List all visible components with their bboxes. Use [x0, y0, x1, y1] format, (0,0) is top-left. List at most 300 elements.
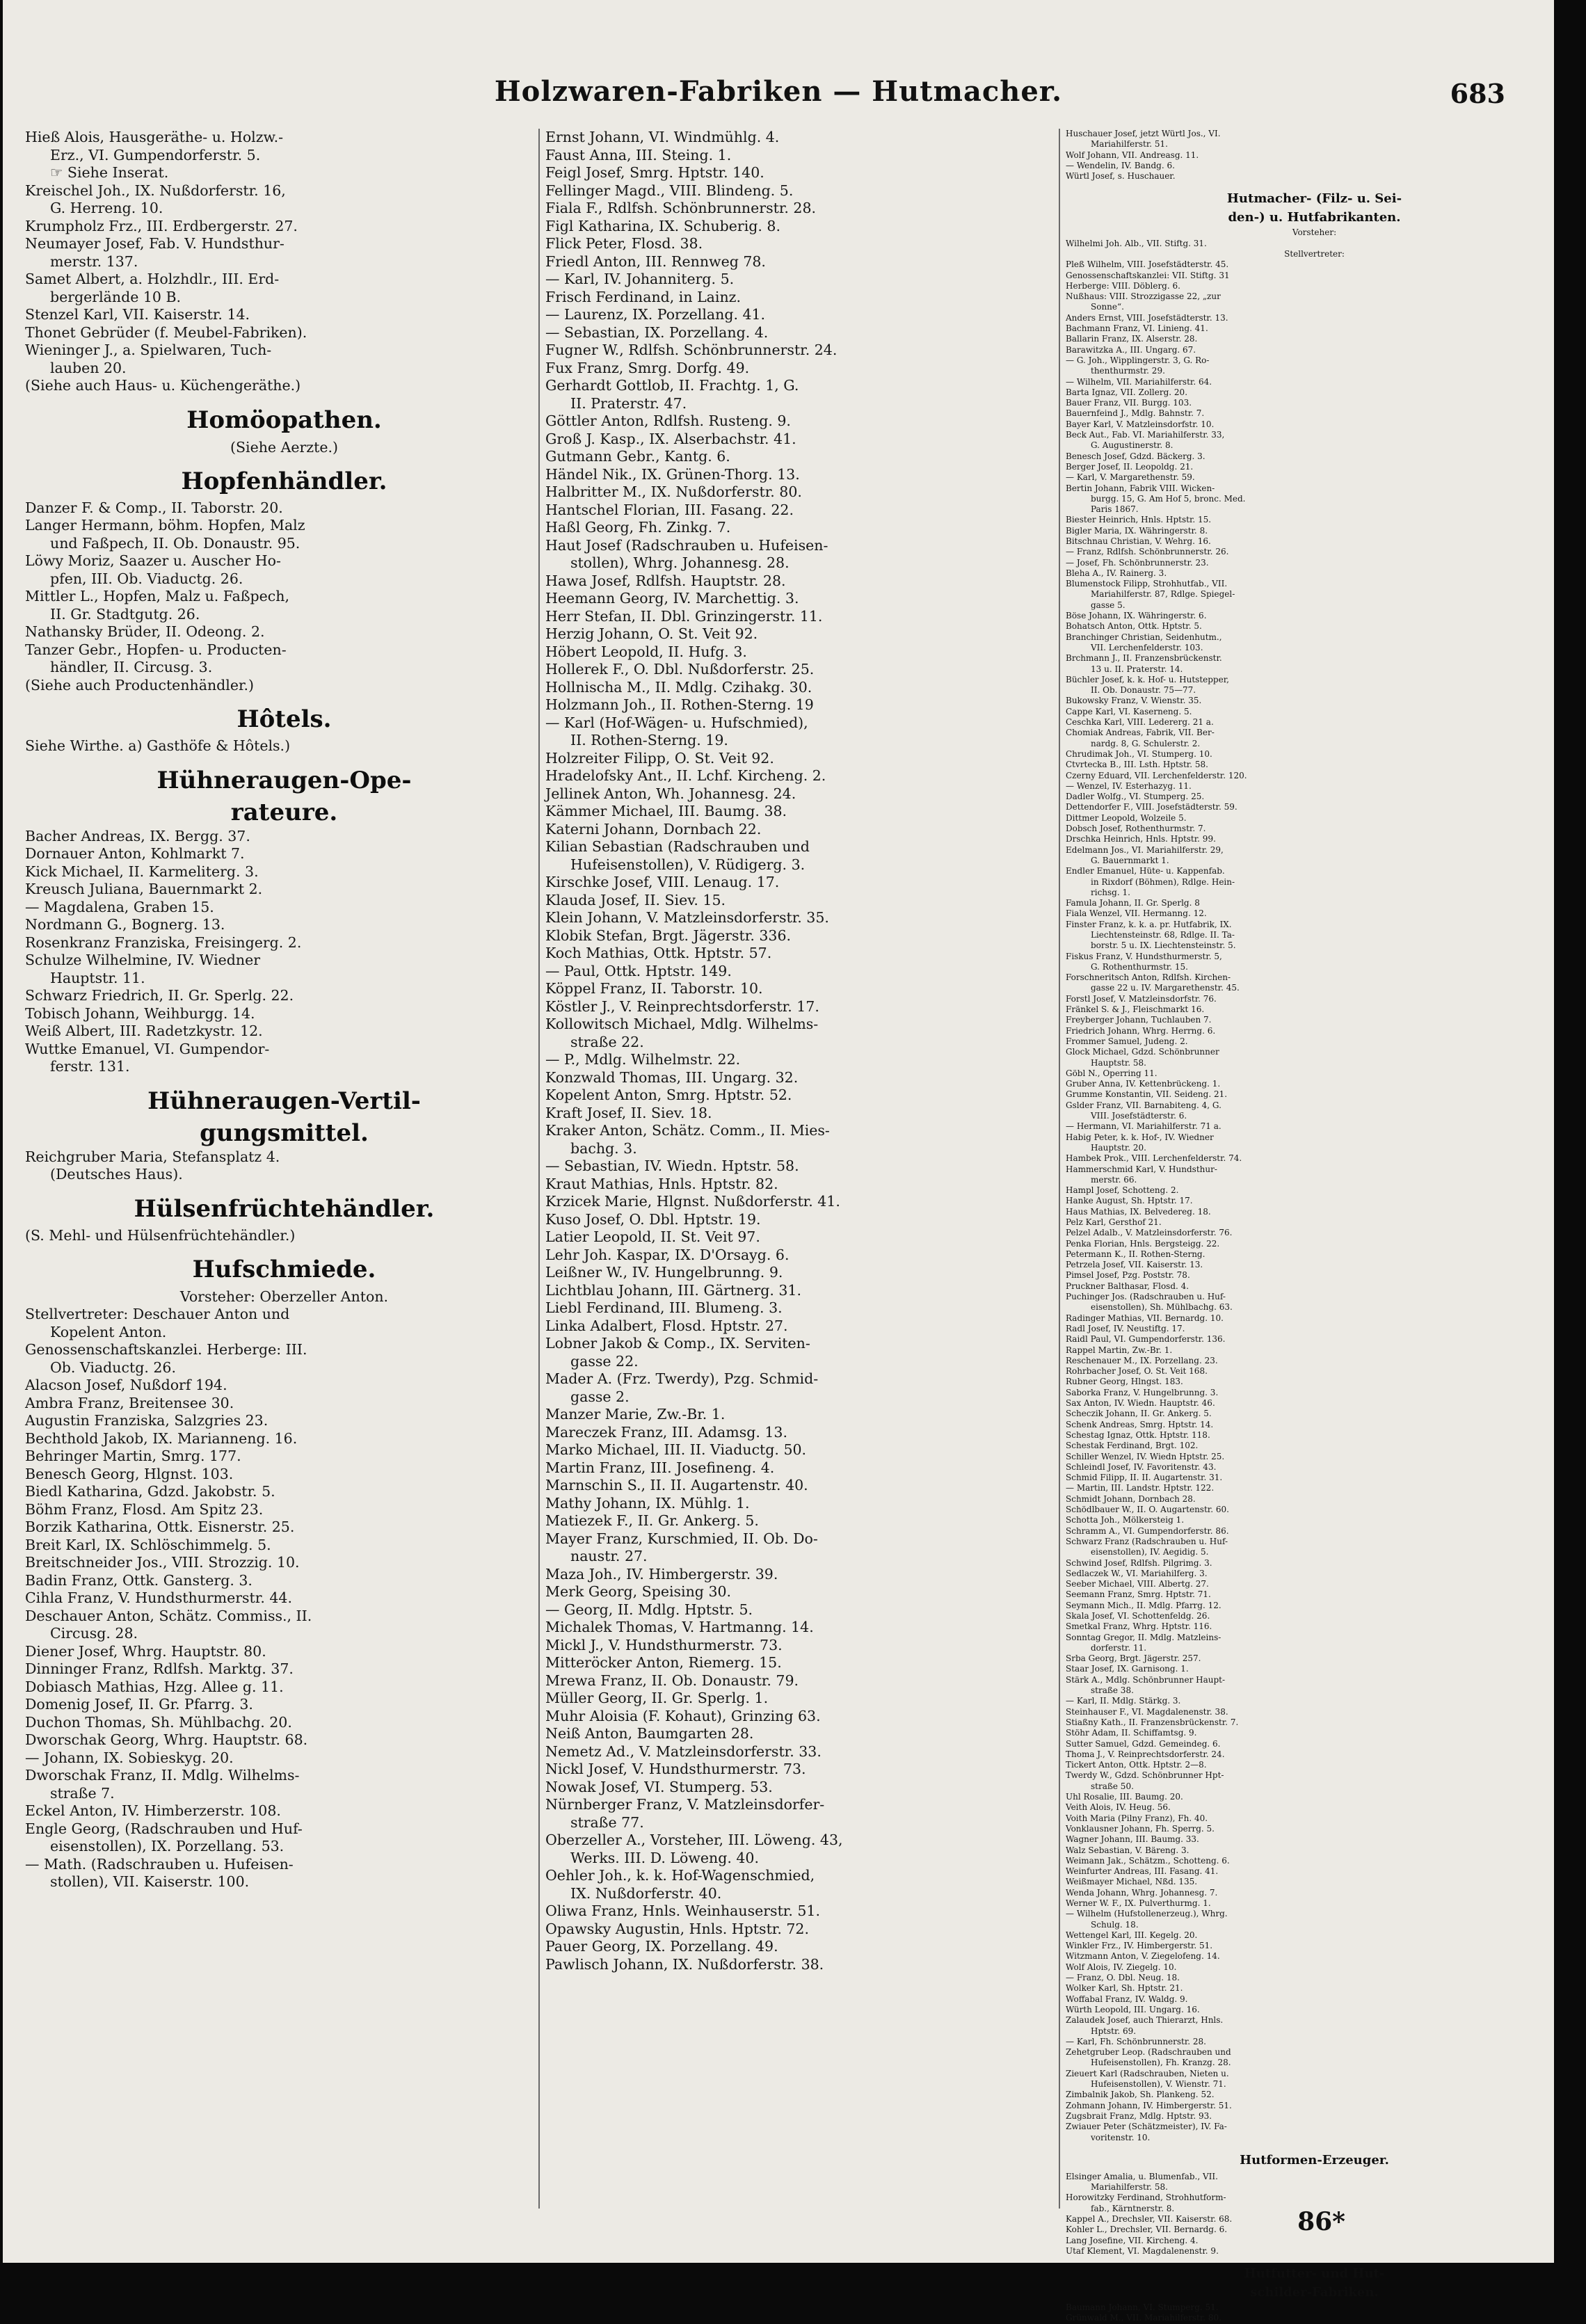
section-heading: schilder-Fabriken. — [1250, 2285, 1379, 2300]
directory-entry: Badin Franz, Ottk. Gansterg. 3. — [25, 1571, 253, 1589]
entry-continuation: lauben 20. — [50, 359, 127, 376]
directory-entry: Oehler Joh., k. k. Hof-Wagenschmied, — [545, 1867, 815, 1884]
directory-entry: Radinger Mathias, VII. Bernardg. 10. — [1066, 1313, 1224, 1323]
column-2 — [545, 129, 1064, 1973]
section-heading: Hülsenfrüchtehändler. — [134, 1194, 435, 1223]
directory-entry: Gruber Anna, IV. Kettenbrückeng. 1. — [1066, 1079, 1221, 1089]
section-heading: Hutformen-Erzeuger. — [1240, 2152, 1389, 2167]
directory-entry: Dworschak Franz, II. Mdlg. Wilhelms- — [25, 1767, 300, 1784]
entry-continuation: Mariahilferstr. 51. — [1091, 139, 1168, 150]
directory-entry: Kraut Mathias, Hnls. Hptstr. 82. — [545, 1175, 778, 1192]
directory-entry: — G. Joh., Wipplingerstr. 3, G. Ro- — [1066, 355, 1210, 365]
directory-entry: Fux Franz, Smrg. Dorfg. 49. — [545, 359, 750, 376]
directory-entry: Penka Florian, Hnls. Bergsteigg. 22. — [1066, 1238, 1220, 1249]
directory-entry: Ambra Franz, Breitensee 30. — [25, 1394, 234, 1411]
directory-entry: Schulze Wilhelmine, IV. Wiedner — [25, 952, 261, 968]
directory-entry: Stiaßny Kath., II. Franzensbrückenstr. 7. — [1066, 1717, 1239, 1727]
directory-entry: Samet Albert, a. Holzhdlr., III. Erd- — [25, 271, 280, 287]
directory-entry: Uhl Rosalie, III. Baumg. 20. — [1066, 1792, 1183, 1802]
directory-entry: — Karl, Fh. Schönbrunnerstr. 28. — [1066, 2036, 1206, 2046]
directory-entry: Linka Adalbert, Flosd. Hptstr. 27. — [545, 1317, 788, 1334]
directory-entry: Huschauer Josef, jetzt Würtl Jos., VI. — [1066, 129, 1221, 138]
directory-entry: Wolker Karl, Sh. Hptstr. 21. — [1066, 1983, 1183, 1994]
directory-entry: Göbl N., Operring 11. — [1066, 1068, 1158, 1078]
directory-entry: Göttler Anton, Rdlfsh. Rusteng. 9. — [545, 412, 791, 429]
directory-entry: Kreusch Juliana, Bauernmarkt 2. — [25, 881, 263, 897]
entry-continuation: G. Bauernmarkt 1. — [1091, 855, 1169, 865]
directory-entry: Bachmann Franz, VI. Linieng. 41. — [1066, 323, 1208, 334]
directory-entry: Zugsbrait Franz, Mdlg. Hptstr. 93. — [1066, 2110, 1212, 2121]
directory-entry: Kohler L., Drechsler, VII. Bernardg. 6. — [1066, 2225, 1228, 2235]
directory-entry: — Hermann, VI. Mariahilferstr. 71 a. — [1066, 1121, 1221, 1132]
directory-entry: Kollowitsch Michael, Mdlg. Wilhelms- — [545, 1016, 819, 1032]
directory-entry: Wieninger J., a. Spielwaren, Tuch- — [25, 342, 272, 358]
entry-continuation: bachg. 3. — [570, 1139, 637, 1157]
directory-entry: Kraker Anton, Schätz. Comm., II. Mies- — [545, 1122, 830, 1139]
entry-continuation: Hufeisenstollen), Fh. Kranzg. 28. — [1091, 2058, 1231, 2068]
directory-entry: Alacson Josef, Nußdorf 194. — [25, 1377, 227, 1393]
directory-entry: Hollnischa M., II. Mdlg. Czihakg. 30. — [545, 678, 812, 696]
directory-entry: Fränkel S. & J., Fleischmarkt 16. — [1066, 1004, 1205, 1015]
entry-continuation: Hptstr. 69. — [1091, 2026, 1137, 2036]
section-heading: Hopfenhändler. — [181, 467, 387, 495]
directory-entry: Czerny Eduard, VII. Lerchenfelderstr. 120. — [1066, 770, 1247, 780]
directory-entry: Muhr Aloisia (F. Kohaut), Grinzing 63. — [545, 1707, 821, 1724]
entry-continuation: gasse 5. — [1091, 600, 1126, 610]
directory-entry: Zalaudek Josef, auch Thierarzt, Hnls. — [1066, 2015, 1224, 2026]
directory-entry: Händel Nik., IX. Grünen-Thorg. 13. — [545, 465, 800, 483]
directory-entry: — Karl, V. Margarethenstr. 59. — [1066, 472, 1195, 483]
directory-entry: Schiller Wenzel, IV. Wiedn Hptstr. 25. — [1066, 1451, 1225, 1461]
running-title: Holzwaren-Fabriken — Hutmacher. — [494, 75, 1063, 108]
directory-entry: Duchon Thomas, Sh. Mühlbachg. 20. — [25, 1713, 292, 1731]
directory-entry: Wettengel Karl, III. Kegelg. 20. — [1066, 1930, 1198, 1940]
directory-entry: — Martin, III. Landstr. Hptstr. 122. — [1066, 1483, 1215, 1493]
signature-mark: 86* — [1297, 2207, 1345, 2236]
directory-entry: Hambek Prok., VIII. Lerchenfelderstr. 74. — [1066, 1153, 1242, 1164]
directory-entry: Forstl Josef, V. Matzleinsdorfstr. 76. — [1066, 993, 1217, 1004]
directory-entry: Branchinger Christian, Seidenhutm., — [1066, 632, 1222, 642]
directory-entry: Dittmer Leopold, Wolzeile 5. — [1066, 812, 1187, 823]
directory-entry: Mickl J., V. Hundsthurmerstr. 73. — [545, 1636, 783, 1653]
directory-entry: Ernst Johann, VI. Windmühlg. 4. — [545, 129, 780, 145]
directory-entry: Dobsch Josef, Rothenthurmstr. 7. — [1066, 824, 1206, 834]
directory-entry: Weiß Albert, III. Radetzkystr. 12. — [25, 1023, 263, 1039]
directory-entry: Vonklausner Johann, Fh. Sperrg. 5. — [1066, 1823, 1215, 1834]
directory-entry: Böhm Franz, Flosd. Am Spitz 23. — [25, 1500, 264, 1518]
directory-entry: Berger Josef, II. Leopoldg. 21. — [1066, 461, 1194, 472]
directory-entry: Kopelent Anton, Smrg. Hptstr. 52. — [545, 1087, 792, 1103]
entry-continuation: Schulg. 18. — [1091, 1919, 1139, 1930]
directory-entry: Zimbalnik Jakob, Sh. Plankeng. 52. — [1066, 2090, 1215, 2100]
directory-entry: Engle Georg, (Radschrauben und Huf- — [25, 1820, 303, 1837]
directory-entry: Kämmer Michael, III. Baumg. 38. — [545, 803, 787, 819]
directory-entry: — Sebastian, IX. Porzellang. 4. — [545, 323, 769, 341]
directory-entry: Lehr Joh. Kaspar, IX. D'Orsayg. 6. — [545, 1246, 790, 1263]
directory-entry: Stenzel Karl, VII. Kaiserstr. 14. — [25, 306, 250, 323]
directory-entry: Bitschnau Christian, V. Wehrg. 16. — [1066, 536, 1211, 546]
column-1 — [25, 129, 543, 1891]
directory-entry: Anders Ernst, VIII. Josefstädterstr. 13. — [1066, 312, 1228, 323]
directory-entry: Sedlaczek W., VI. Mariahilferg. 3. — [1066, 1568, 1208, 1578]
directory-entry: Sonntag Gregor, II. Mdlg. Matzleins- — [1066, 1632, 1221, 1642]
directory-entry: Herr Stefan, II. Dbl. Grinzingerstr. 11. — [545, 607, 823, 625]
directory-entry: Sax Anton, IV. Wiedn. Hauptstr. 46. — [1066, 1398, 1215, 1409]
entry-continuation: Ob. Viaductg. 26. — [50, 1359, 176, 1376]
directory-entry: Glock Michael, Gdzd. Schönbrunner — [1066, 1047, 1219, 1057]
directory-entry: Kuso Josef, O. Dbl. Hptstr. 19. — [545, 1210, 761, 1228]
directory-entry: Cihla Franz, V. Hundsthurmerstr. 44. — [25, 1589, 292, 1606]
directory-entry: Biester Heinrich, Hnls. Hptstr. 15. — [1066, 515, 1212, 525]
directory-entry: Petrzela Josef, VII. Kaiserstr. 13. — [1066, 1260, 1203, 1270]
section-note: Vorsteher: Oberzeller Anton. — [179, 1288, 389, 1305]
directory-page — [3, 0, 1554, 2323]
entry-continuation: eisenstollen), IV. Aegidig. 5. — [1091, 1547, 1209, 1557]
entry-continuation: 13 u. II. Praterstr. 14. — [1091, 664, 1183, 674]
directory-entry: Michalek Thomas, V. Hartmanng. 14. — [545, 1619, 814, 1635]
directory-entry: Neumayer Josef, Fab. V. Hundsthur- — [25, 235, 285, 252]
directory-entry: Dettendorfer F., VIII. Josefstädterstr. 59. — [1066, 802, 1237, 812]
section-heading: Hufschmiede. — [192, 1256, 376, 1283]
directory-entry: Matiezek F., II. Gr. Ankerg. 5. — [545, 1512, 759, 1529]
directory-entry: Blumenstock Filipp, Strohhutfab., VII. — [1066, 579, 1228, 589]
directory-entry: Müller Georg, II. Gr. Sperlg. 1. — [545, 1690, 769, 1706]
directory-entry: Flick Peter, Flosd. 38. — [545, 235, 703, 252]
directory-entry: — Paul, Ottk. Hptstr. 149. — [545, 962, 732, 979]
entry-continuation: gasse 22 u. IV. Margarethenstr. 45. — [1091, 983, 1240, 993]
directory-entry: Wuttke Emanuel, VI. Gumpendor- — [25, 1040, 270, 1057]
directory-entry: Schleindl Josef, IV. Favoritenstr. 43. — [1066, 1461, 1217, 1472]
directory-entry: — Franz, Rdlfsh. Schönbrunnerstr. 26. — [1066, 547, 1229, 557]
entry-continuation: straße 7. — [50, 1784, 115, 1802]
directory-entry: — Karl, IV. Johanniterg. 5. — [545, 271, 735, 287]
section-heading: den-) u. Hutfabrikanten. — [1228, 210, 1401, 225]
directory-entry: Horowitzky Ferdinand, Strohhutform- — [1066, 2193, 1226, 2203]
directory-entry: Thonet Gebrüder (f. Meubel-Fabriken). — [25, 323, 307, 341]
directory-entry: Srba Georg, Brgt. Jägerstr. 257. — [1066, 1653, 1201, 1664]
directory-entry: Famula Johann, II. Gr. Sperlg. 8 — [1066, 898, 1200, 908]
directory-entry: Baumann Johann, VI. Stumperg. 51. — [1066, 2302, 1219, 2313]
directory-entry: Neiß Anton, Baumgarten 28. — [545, 1725, 754, 1742]
directory-entry: — Math. (Radschrauben u. Hufeisen- — [25, 1855, 294, 1873]
directory-entry: Pelz Karl, Gersthof 21. — [1066, 1217, 1162, 1227]
directory-entry: Chomiak Andreas, Fabrik, VII. Ber- — [1066, 728, 1215, 738]
scan-edge — [1555, 0, 1586, 2263]
directory-entry: Weißmayer Michael, Nßd. 135. — [1066, 1877, 1198, 1887]
directory-entry: Hanke August, Sh. Hptstr. 17. — [1066, 1196, 1193, 1206]
section-note: (Siehe Aerzte.) — [230, 438, 338, 456]
directory-entry: Rohrbacher Josef, O. St. Veit 168. — [1066, 1366, 1208, 1377]
directory-entry: Haut Josef (Radschrauben u. Hufeisen- — [545, 536, 828, 554]
directory-entry: Köstler J., V. Reinprechtsdorferstr. 17. — [545, 997, 819, 1015]
section-heading: Hühneraugen-Vertil- — [147, 1087, 421, 1115]
directory-entry: Nordmann G., Bognerg. 13. — [25, 916, 225, 933]
directory-entry: (Siehe auch Haus- u. Küchengeräthe.) — [25, 377, 301, 394]
directory-entry: Pelzel Adalb., V. Matzleinsdorferstr. 76. — [1066, 1228, 1233, 1238]
directory-entry: Breit Karl, IX. Schlöschimmelg. 5. — [25, 1536, 271, 1553]
directory-entry: — Josef, Fh. Schönbrunnerstr. 23. — [1066, 557, 1209, 568]
directory-entry: Bleha A., IV. Rainerg. 3. — [1066, 568, 1167, 578]
directory-entry: Veith Alois, IV. Heug. 56. — [1066, 1802, 1171, 1813]
directory-entry: Haus Mathias, IX. Belvedereg. 18. — [1066, 1206, 1211, 1217]
entry-continuation: II. Praterstr. 47. — [570, 394, 687, 412]
directory-entry: — Karl (Hof-Wägen- u. Hufschmied), — [545, 714, 808, 731]
entry-continuation: stollen), Whrg. Johannesg. 28. — [570, 554, 790, 571]
page-header — [3, 75, 1554, 124]
directory-entry: Dworschak Georg, Whrg. Hauptstr. 68. — [25, 1731, 308, 1748]
directory-entry: Pleß Wilhelm, VIII. Josefstädterstr. 45. — [1066, 259, 1229, 270]
directory-entry: Herberge: VIII. Döblerg. 6. — [1066, 280, 1180, 291]
column-3-upper — [1066, 129, 1563, 1217]
directory-entry: Dobiasch Mathias, Hzg. Allee g. 11. — [25, 1678, 284, 1695]
directory-entry: Nathansky Brüder, II. Odeong. 2. — [25, 623, 265, 640]
directory-entry: Wagner Johann, III. Baumg. 33. — [1066, 1834, 1199, 1845]
directory-entry: Nürnberger Franz, V. Matzleinsdorfer- — [545, 1796, 825, 1813]
directory-entry: Büchler Josef, k. k. Hof- u. Hutstepper, — [1066, 674, 1229, 684]
directory-entry: Barawitzka A., III. Ungarg. 67. — [1066, 344, 1196, 355]
entry-continuation: II. Rothen-Sterng. 19. — [570, 732, 728, 748]
directory-entry: Schwarz Friedrich, II. Gr. Sperlg. 22. — [25, 987, 294, 1004]
section-heading: Hutfutter- und Hut- — [1244, 2266, 1385, 2282]
entry-continuation: stollen), VII. Kaiserstr. 100. — [50, 1873, 250, 1890]
directory-entry: Koch Mathias, Ottk. Hptstr. 57. — [545, 945, 772, 961]
directory-entry: Holzreiter Filipp, O. St. Veit 92. — [545, 749, 774, 767]
directory-entry: Oberzeller A., Vorsteher, III. Löweng. 43, — [545, 1832, 843, 1848]
entry-continuation: Werks. III. D. Löweng. 40. — [570, 1849, 759, 1866]
directory-entry: Marko Michael, III. II. Viaductg. 50. — [545, 1441, 807, 1458]
directory-entry: Saborka Franz, V. Hungelbrunng. 3. — [1066, 1387, 1219, 1397]
directory-entry: Böse Johann, IX. Währingerstr. 6. — [1066, 611, 1207, 621]
directory-entry: Bacher Andreas, IX. Bergg. 37. — [25, 827, 250, 844]
directory-entry: Tickert Anton, Ottk. Hptstr. 2—8. — [1066, 1760, 1207, 1770]
entry-continuation: Hufeisenstollen), V. Wienstr. 71. — [1091, 2079, 1226, 2090]
directory-entry: Opawsky Augustin, Hnls. Hptstr. 72. — [545, 1920, 809, 1937]
entry-continuation: eisenstollen), Sh. Mühlbachg. 63. — [1091, 1302, 1233, 1313]
directory-entry: Genossenschaftskanzlei. Herberge: III. — [25, 1341, 307, 1358]
directory-entry: Schestag Ignaz, Ottk. Hptstr. 118. — [1066, 1429, 1210, 1440]
entry-continuation: dorferstr. 11. — [1091, 1642, 1147, 1653]
entry-continuation: bergerlände 10 B. — [50, 288, 182, 305]
directory-entry: Behringer Martin, Smrg. 177. — [25, 1448, 241, 1464]
directory-entry: Weinfurter Andreas, III. Fasang. 41. — [1066, 1866, 1219, 1877]
directory-entry: Rosenkranz Franziska, Freisingerg. 2. — [25, 933, 302, 951]
directory-entry: Bigler Maria, IX. Währingerstr. 8. — [1066, 525, 1208, 536]
directory-entry: Puchinger Jos. (Radschrauben u. Huf- — [1066, 1292, 1226, 1302]
directory-entry: Grünwald M., VII. Mariahilferstr. 80. — [1066, 2313, 1222, 2323]
directory-entry: Sutter Samuel, Gdzd. Gemeindeg. 6. — [1066, 1738, 1221, 1749]
directory-entry: Lichtblau Johann, III. Gärtnerg. 31. — [545, 1281, 801, 1299]
directory-entry: Pawlisch Johann, IX. Nußdorferstr. 38. — [545, 1955, 824, 1973]
directory-entry: Forschneritsch Anton, Rdlfsh. Kirchen- — [1066, 972, 1231, 983]
directory-entry: Zehetgruber Leop. (Radschrauben und — [1066, 2047, 1231, 2058]
directory-entry: Habig Peter, k. k. Hof-, IV. Wiedner — [1066, 1132, 1214, 1142]
directory-entry: Grumme Konstantin, VII. Seideng. 21. — [1066, 1089, 1228, 1100]
directory-entry: Seymann Mich., II. Mdlg. Pfarrg. 12. — [1066, 1600, 1221, 1610]
directory-entry: Staar Josef, IX. Garnisong. 1. — [1066, 1664, 1189, 1674]
directory-entry: Friedrich Johann, Whrg. Herrng. 6. — [1066, 1025, 1216, 1036]
directory-entry: Benesch Georg, Hlgnst. 103. — [25, 1465, 234, 1482]
section-heading: Homöopathen. — [186, 406, 382, 434]
directory-entry: Bohatsch Anton, Ottk. Hptstr. 5. — [1066, 621, 1202, 632]
entry-continuation: nardg. 8, G. Schulerstr. 2. — [1091, 738, 1201, 748]
entry-continuation: Mariahilferstr. 87, Rdlge. Spiegel- — [1091, 589, 1235, 600]
entry-continuation: und Faßpech, II. Ob. Donaustr. 95. — [50, 534, 301, 552]
entry-continuation: Circusg. 28. — [50, 1625, 138, 1642]
directory-entry: Löwy Moriz, Saazer u. Auscher Ho- — [25, 552, 281, 569]
directory-entry: Haßl Georg, Fh. Zinkg. 7. — [545, 519, 731, 536]
directory-entry: Klauda Josef, II. Siev. 15. — [545, 891, 726, 908]
directory-entry: Hampl Josef, Schotteng. 2. — [1066, 1185, 1179, 1196]
entry-continuation: merstr. 137. — [50, 253, 138, 270]
directory-entry: — Georg, II. Mdlg. Hptstr. 5. — [545, 1601, 753, 1618]
directory-entry: Genossenschaftskanzlei: VII. Stiftg. 31 — [1066, 270, 1230, 280]
directory-entry: Elsinger Amalia, u. Blumenfab., VII. — [1066, 2171, 1218, 2181]
directory-entry: Werner W. F., IX. Pulverthurmg. 1. — [1066, 1898, 1211, 1908]
directory-entry: Zwiauer Peter (Schätzmeister), IV. Fa- — [1066, 2122, 1227, 2132]
directory-entry: Mayer Franz, Kurschmied, II. Ob. Do- — [545, 1530, 818, 1547]
directory-entry: Bauer Franz, VII. Burgg. 103. — [1066, 398, 1192, 408]
directory-entry: Nickl Josef, V. Hundsthurmerstr. 73. — [545, 1761, 806, 1777]
directory-entry: Twerdy W., Gdzd. Schönbrunner Hpt- — [1066, 1770, 1224, 1781]
section-heading: Hôtels. — [237, 705, 332, 733]
directory-entry: Schwarz Franz (Radschrauben u. Huf- — [1066, 1536, 1228, 1546]
directory-entry: Tanzer Gebr., Hopfen- u. Producten- — [25, 641, 287, 658]
entry-continuation: Hauptstr. 58. — [1091, 1057, 1146, 1068]
directory-entry: Edelmann Jos., VI. Mariahilferstr. 29, — [1066, 844, 1224, 855]
entry-continuation: voritenstr. 10. — [1091, 2132, 1151, 2142]
directory-entry: — Johann, IX. Sobieskyg. 20. — [25, 1749, 234, 1766]
entry-continuation: thenthurmstr. 29. — [1091, 366, 1165, 376]
directory-entry: Halbritter M., IX. Nußdorferstr. 80. — [545, 483, 802, 500]
directory-entry: Pimsel Josef, Pzg. Poststr. 78. — [1066, 1270, 1190, 1281]
entry-continuation: G. Rothenthurmstr. 15. — [1091, 961, 1188, 972]
directory-entry: Figl Katharina, IX. Schuberig. 8. — [545, 217, 780, 234]
directory-entry: Schmid Filipp, II. II. Augartenstr. 31. — [1066, 1473, 1223, 1483]
directory-entry: Maza Joh., IV. Himbergerstr. 39. — [545, 1565, 778, 1582]
directory-entry: Smetkal Franz, Whrg. Hptstr. 116. — [1066, 1621, 1212, 1632]
directory-entry: Wolf Alois, IV. Ziegelg. 10. — [1066, 1962, 1177, 1972]
entry-continuation: Liechtensteinstr. 68, Rdlge. II. Ta- — [1091, 929, 1235, 940]
directory-entry: Friedl Anton, III. Rennweg 78. — [545, 253, 766, 270]
directory-entry: Lang Josefine, VII. Kircheng. 4. — [1066, 2235, 1199, 2245]
directory-entry: Ballarin Franz, IX. Alserstr. 28. — [1066, 334, 1198, 344]
column-3 — [1066, 129, 1563, 2324]
directory-entry: Gslder Franz, VII. Barnabiteng. 4, G. — [1066, 1100, 1221, 1110]
section-note: Vorsteher: — [1292, 227, 1337, 238]
directory-entry: Petermann K., II. Rothen-Sterng. — [1066, 1249, 1205, 1259]
directory-entry: Herzig Johann, O. St. Veit 92. — [545, 625, 758, 642]
directory-entry: Liebl Ferdinand, III. Blumeng. 3. — [545, 1299, 783, 1316]
directory-entry: Mitteröcker Anton, Riemerg. 15. — [545, 1654, 782, 1671]
directory-entry: Gutmann Gebr., Kantg. 6. — [545, 448, 730, 465]
directory-entry: — Wilhelm, VII. Mariahilferstr. 64. — [1066, 376, 1212, 387]
directory-entry: Kreischel Joh., IX. Nußdorferstr. 16, — [25, 182, 286, 199]
directory-entry: — Wilhelm (Hufstollenerzeug.), Whrg. — [1066, 1909, 1228, 1919]
directory-entry: Schenk Andreas, Smrg. Hptstr. 14. — [1066, 1419, 1214, 1429]
entry-continuation: (Deutsches Haus). — [50, 1166, 183, 1183]
directory-entry: Raidl Paul, VI. Gumpendorferstr. 136. — [1066, 1334, 1226, 1345]
directory-entry: Ctvrtecka B., III. Lsth. Hptstr. 58. — [1066, 760, 1208, 770]
page-number: 683 — [1450, 78, 1505, 109]
directory-entry: Schödlbauer W., II. O. Augartenstr. 60. — [1066, 1505, 1229, 1515]
directory-entry: Katerni Johann, Dornbach 22. — [545, 820, 762, 838]
section-heading: Hühneraugen-Ope- — [157, 766, 412, 794]
directory-entry: Krumpholz Frz., III. Erdbergerstr. 27. — [25, 217, 298, 234]
entry-continuation: Mariahilferstr. 58. — [1091, 2182, 1168, 2193]
directory-entry: Dadler Wolfg., VI. Stumperg. 25. — [1066, 792, 1205, 802]
directory-entry: Mrewa Franz, II. Ob. Donaustr. 79. — [545, 1672, 799, 1689]
directory-entry: Siehe Wirthe. a) Gasthöfe & Hôtels.) — [25, 737, 291, 754]
directory-entry: (Siehe auch Productenhändler.) — [25, 676, 255, 694]
entry-continuation: Hufeisenstollen), V. Rüdigerg. 3. — [570, 856, 806, 873]
directory-entry: Kilian Sebastian (Radschrauben und — [545, 838, 810, 855]
entry-continuation: Erz., VI. Gumpendorferstr. 5. — [50, 146, 261, 163]
entry-continuation: borstr. 5 u. IX. Liechtensteinstr. 5. — [1091, 940, 1236, 951]
directory-entry: Nemetz Ad., V. Matzleinsdorferstr. 33. — [545, 1742, 822, 1760]
directory-entry: Schwind Josef, Rdlfsh. Pilgrimg. 3. — [1066, 1557, 1212, 1568]
directory-entry: — Sebastian, IV. Wiedn. Hptstr. 58. — [545, 1157, 799, 1174]
directory-entry: Hantschel Florian, III. Fasang. 22. — [545, 501, 794, 518]
entry-continuation: Kopelent Anton. — [50, 1323, 167, 1340]
directory-entry: Kirschke Josef, VIII. Lenaug. 17. — [545, 874, 780, 890]
directory-entry: Finster Franz, k. k. a. pr. Hutfabrik, IX. — [1066, 919, 1232, 929]
directory-entry: Höbert Leopold, II. Hufg. 3. — [545, 643, 747, 660]
directory-entry: Hammerschmid Karl, V. Hundsthur- — [1066, 1164, 1217, 1174]
directory-entry: Steinhauser F., VI. Magdalenenstr. 38. — [1066, 1706, 1228, 1717]
directory-entry: Feigl Josef, Smrg. Hptstr. 140. — [545, 164, 764, 181]
directory-entry: Breitschneider Jos., VIII. Strozzig. 10. — [25, 1554, 300, 1571]
directory-entry: Mader A. (Frz. Twerdy), Pzg. Schmid- — [545, 1370, 819, 1387]
directory-entry: Dornauer Anton, Kohlmarkt 7. — [25, 845, 245, 862]
directory-entry: Bertin Johann, Fabrik VIII. Wicken- — [1066, 483, 1215, 493]
directory-entry: — Franz, O. Dbl. Neug. 18. — [1066, 1973, 1180, 1983]
entry-continuation: II. Ob. Donaustr. 75—77. — [1091, 685, 1196, 696]
directory-entry: — Karl, II. Mdlg. Stärkg. 3. — [1066, 1696, 1181, 1706]
directory-entry: Mittler L., Hopfen, Malz u. Faßpech, — [25, 588, 290, 604]
section-heading: rateure. — [230, 798, 338, 826]
directory-entry: Skala Josef, VI. Schottenfeldg. 26. — [1066, 1610, 1210, 1621]
directory-entry: Fiskus Franz, V. Hundsthurmerstr. 5, — [1066, 951, 1222, 961]
directory-entry: Winkler Frz., IV. Himbergerstr. 51. — [1066, 1941, 1213, 1951]
directory-entry: Augustin Franziska, Salzgries 23. — [25, 1412, 269, 1429]
directory-entry: Reichgruber Maria, Stefansplatz 4. — [25, 1148, 280, 1165]
directory-entry: Borzik Katharina, Ottk. Eisnerstr. 25. — [25, 1518, 295, 1535]
directory-entry: Martin Franz, III. Josefineng. 4. — [545, 1459, 775, 1476]
entry-continuation: straße 77. — [570, 1813, 644, 1831]
entry-continuation: ☞ Siehe Inserat. — [50, 164, 169, 181]
directory-entry: Voith Maria (Pilny Franz), Fh. 40. — [1066, 1813, 1208, 1823]
directory-entry: Pauer Georg, IX. Porzellang. 49. — [545, 1938, 778, 1955]
entry-continuation: eisenstollen), IX. Porzellang. 53. — [50, 1838, 285, 1854]
entry-continuation: II. Gr. Stadtgutg. 26. — [50, 605, 200, 623]
directory-entry: Oliwa Franz, Hnls. Weinhauserstr. 51. — [545, 1902, 820, 1919]
directory-entry: — P., Mdlg. Wilhelmstr. 22. — [545, 1051, 741, 1068]
directory-entry: — Wenzel, IV. Esterhazyg. 11. — [1066, 780, 1192, 791]
directory-entry: Radl Josef, IV. Neustiftg. 17. — [1066, 1323, 1185, 1333]
directory-entry: Freyberger Johann, Tuchlauben 7. — [1066, 1015, 1212, 1025]
entry-continuation: Paris 1867. — [1091, 504, 1139, 515]
entry-continuation: merstr. 66. — [1091, 1174, 1137, 1185]
directory-entry: Ceschka Karl, VIII. Ledererg. 21 a. — [1066, 717, 1214, 728]
directory-entry: Bechthold Jakob, IX. Marianneng. 16. — [25, 1429, 298, 1447]
directory-entry: Wenda Johann, Whrg. Johannesg. 7. — [1066, 1887, 1218, 1898]
directory-entry: Utaf Klement, VI. Magdalenenstr. 9. — [1066, 2245, 1219, 2256]
entry-continuation: gasse 22. — [570, 1352, 639, 1370]
directory-entry: Wilhelmi Joh. Alb., VII. Stiftg. 31. — [1066, 238, 1207, 248]
entry-continuation: Sonne“. — [1091, 302, 1124, 312]
directory-entry: Bukowsky Franz, V. Wienstr. 35. — [1066, 696, 1202, 706]
entry-continuation: pfen, III. Ob. Viaductg. 26. — [50, 570, 243, 587]
